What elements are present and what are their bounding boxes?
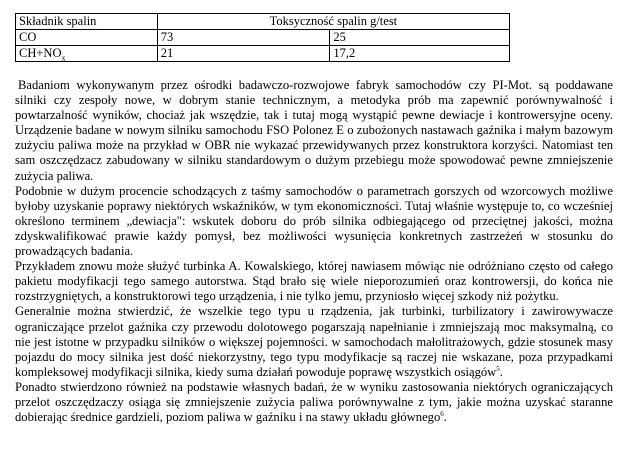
footnote-ref[interactable]: 6 bbox=[440, 410, 444, 419]
table-header-row bbox=[16, 14, 510, 30]
table-cell-value: 25 bbox=[330, 30, 510, 46]
table-cell-component bbox=[16, 46, 158, 62]
table-cell-value: 21 bbox=[157, 46, 330, 62]
paragraph: Ponadto stwierdzono również na podstawie własnych badań, że w wyniku zastosowania niektórych ograniczających przelot oszczędzaczy osiąga się zmniejszenie zużycia paliwa porównywalne z tym, jakie można uzyskać staranne dobierając średnice gardzieli, poziom paliwa w gaźniku i na stawy układu głównego$^6$. bbox=[15, 379, 613, 425]
paragraph-text: Generalnie można stwierdzić, że wszelkie tego typu u rządzenia, jak turbinki, turbilizatory i zawirowywacze ograniczające przelot gaźnika czy przewodu dolotowego pogarszają napełnianie i zmniejszają moc maksymalną, co nie jest istotne w przypadku silników o większej pojemności. w samochodach małolitrażowych, gdzie stosunek masy pojazdu do mocy silnika jest dość niekorzystny, tego typu modyfikacje są raczej nie wskazane, poza przypadkami kompleksowej modyfikacji silnika, kiedy suma działań powoduje poprawę wszystkich osiągów bbox=[15, 304, 613, 379]
table-cell-value: 73 bbox=[157, 30, 330, 46]
component-name: CH+NO bbox=[19, 46, 62, 60]
toxicity-table bbox=[15, 13, 510, 62]
table-cell-component bbox=[16, 30, 158, 46]
footnote-ref[interactable]: 5 bbox=[496, 364, 500, 373]
table-cell-value: 17,2 bbox=[330, 46, 510, 62]
paragraph-text: Podobnie w dużym procencie schodzących z taśmy samochodów o parametrach gorszych od wzorcowych możliwe byłoby uzyskanie poprawy niektórych wskaźników, w tym ekonomiczności. Tutaj właśnie występuje to, co wcześniej określono terminem „dewiacja": wskutek doboru do prób silnika odbiegającego od przeciętnej jakości, można zdyskwalifikować prawie każdy pomysł, bez możliwości wysunięcia konkretnych zastrzeżeń w stosunku do prowadzących badania. bbox=[15, 183, 613, 259]
paragraph-text: Ponadto stwierdzono również na podstawie własnych badań, że w wyniku zastosowania niektórych ograniczających przelot oszczędzaczy osiąga się zmniejszenie zużycia paliwa porównywalne z tym, jakie można uzyskać staranne dobierając średnice gardzieli, poziom paliwa w gaźniku i na stawy układu głównego bbox=[15, 379, 613, 425]
table-row bbox=[16, 46, 510, 62]
paragraph bbox=[15, 259, 613, 304]
paragraph-text: Badaniom wykonywanym przez ośrodki badawczo-rozwojowe fabryk samochodów czy PI-Mot. są poddawane silniki czy zespoły nowe, w dobrym stanie technicznym, a metodyka prób ma zapewnić porównywalność i powtarzalność wyników, chociaż jak wszędzie, tak i tutaj mogą wystąpić pewne dewiacje i kontrowersyjne oceny. Urządzenie badane w nowym silniku samochodu FSO Polonez E o zubożonych nastawach gaźnika i małym bazowym zużyciu paliwa może na przykład w OBR nie wykazać przewidywanych przez konstruktora korzyści. Natomiast ten sam oszczędzacz zabudowany w silniku standardowym o dużym przebiegu może spowodować pewne zmniejszenie zużycia paliwa. bbox=[15, 78, 613, 183]
table-header-component: Składnik spalin bbox=[16, 14, 158, 30]
paragraph-text: Przykładem znowu może służyć turbinka A. Kowalskiego, której nawiasem mówiąc nie odróżniano często od całego pakietu modyfikacji tego samego autorstwa. Stąd brało się wiele nieporozumień oraz kontrowersji, do końca nie rozstrzygniętych, a konstruktorowi tego urządzenia, i nie tylko jemu, przyniosło więcej szkody niż pożytku. bbox=[15, 259, 613, 304]
component-subscript: x bbox=[61, 53, 66, 63]
component-name: CO bbox=[19, 30, 37, 44]
table-header-toxicity: Toksyczność spalin g/test bbox=[157, 14, 509, 30]
paragraph bbox=[15, 78, 613, 184]
paragraph: Generalnie można stwierdzić, że wszelkie tego typu u rządzenia, jak turbinki, turbilizatory i zawirowywacze ograniczające przelot gaźnika czy przewodu dolotowego pogarszają napełnianie i zmniejszają moc maksymalną, co nie jest istotne w przypadku silników o większej pojemności. w samochodach małolitrażowych, gdzie stosunek masy pojazdu do mocy silnika jest dość niekorzystny, tego typu modyfikacje są raczej nie wskazane, poza przypadkami kompleksowej modyfikacji silnika, kiedy suma działań powoduje poprawę wszystkich osiągów$^5$. bbox=[15, 304, 613, 379]
article-body bbox=[15, 78, 613, 425]
table-row bbox=[16, 30, 510, 46]
paragraph bbox=[15, 184, 613, 259]
